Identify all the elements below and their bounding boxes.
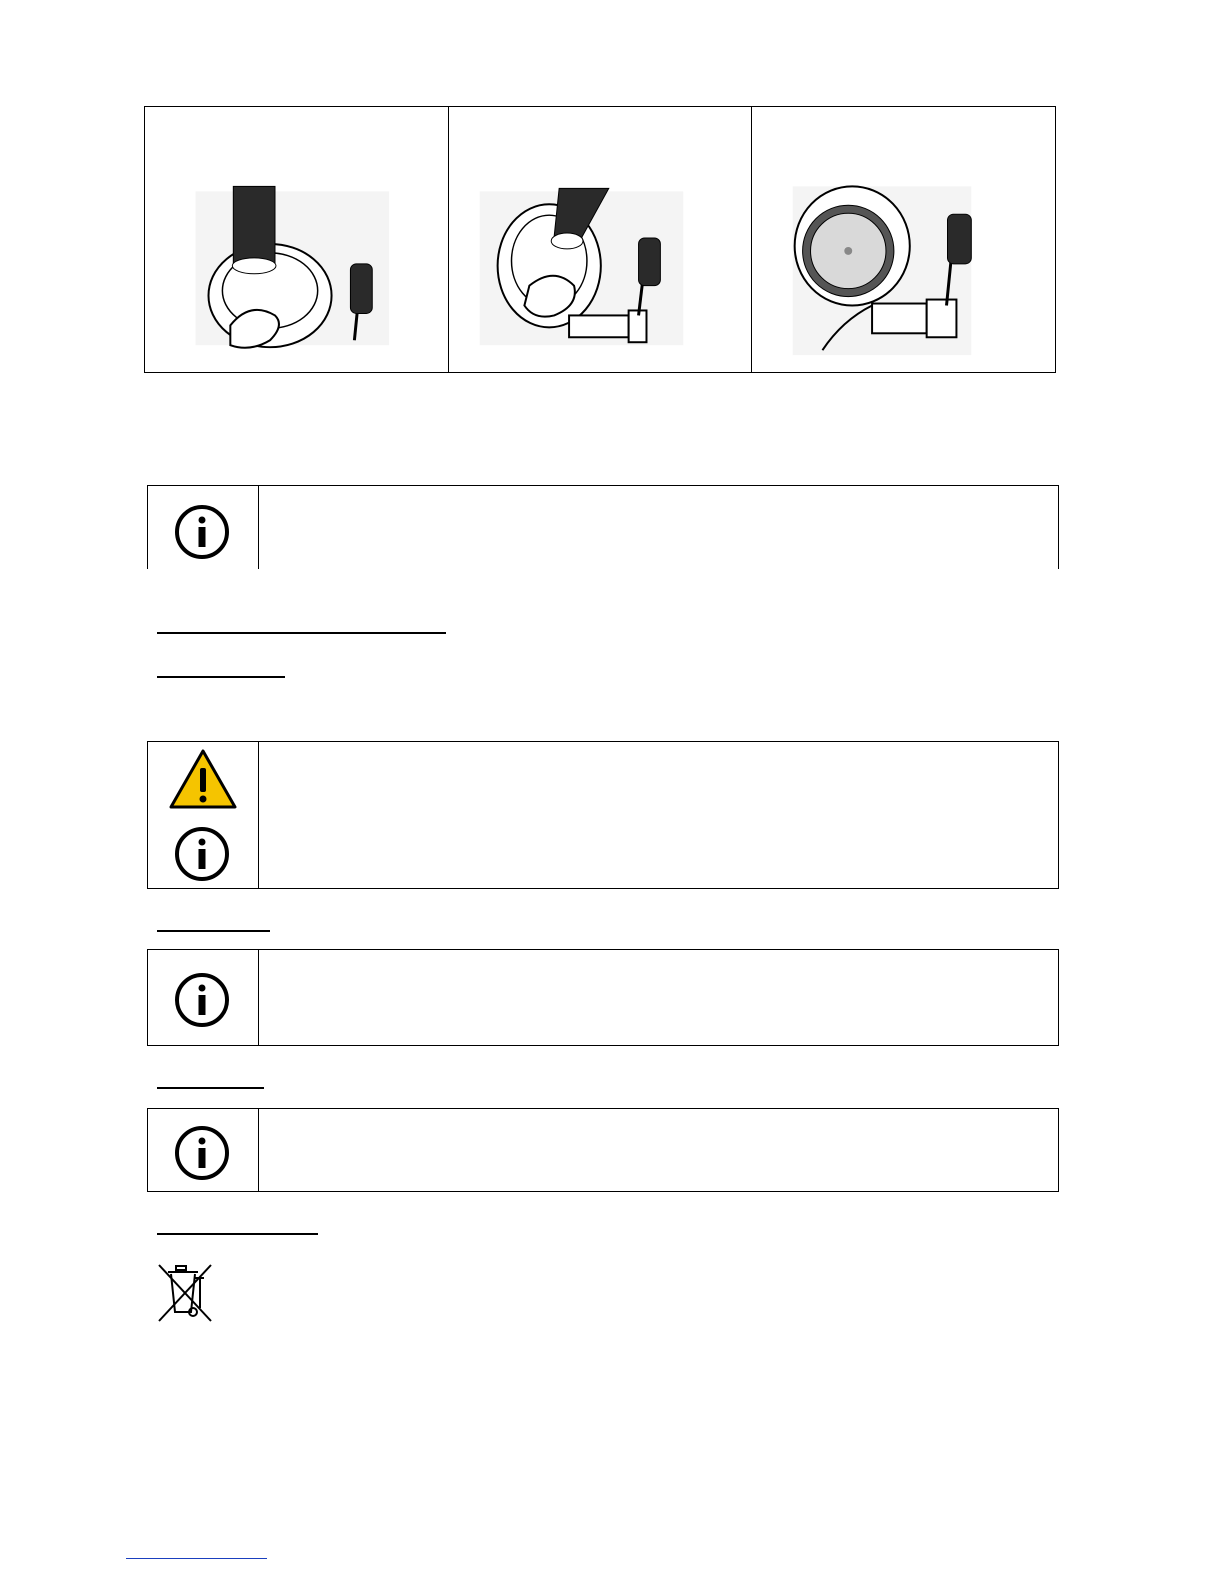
crossed-bin-icon xyxy=(156,1262,214,1324)
disposal-heading-underline xyxy=(157,1233,318,1235)
note-text-column xyxy=(259,486,1058,569)
warning-note-box xyxy=(147,741,1059,889)
info-note-box-3 xyxy=(147,1108,1059,1192)
portafilter-turn-illustration xyxy=(449,107,752,372)
portafilter-removed-illustration xyxy=(752,107,1055,372)
figure-cell-2 xyxy=(449,107,753,372)
info-circle-icon xyxy=(174,1125,230,1181)
footer-link-underline[interactable] xyxy=(126,1558,267,1559)
note-icon-column xyxy=(148,1109,259,1191)
note-text-column xyxy=(259,742,1058,888)
note-icon-column xyxy=(148,742,259,888)
note-text-column xyxy=(259,950,1058,1045)
warning-triangle-icon xyxy=(168,748,238,810)
figure-cell-3 xyxy=(752,107,1055,372)
info-circle-icon xyxy=(174,504,230,560)
info-circle-icon xyxy=(174,972,230,1028)
note-icon-column xyxy=(148,950,259,1045)
portafilter-insert-illustration xyxy=(145,107,448,372)
subsection-heading-underline-2 xyxy=(157,930,270,932)
info-note-box-2 xyxy=(147,949,1059,1046)
subsection-heading-underline-1 xyxy=(157,676,285,678)
note-icon-column xyxy=(148,486,259,569)
info-circle-icon xyxy=(174,826,230,882)
info-note-box-1 xyxy=(147,485,1059,569)
section-heading-underline xyxy=(157,632,446,634)
figure-table xyxy=(144,106,1056,373)
note-text-column xyxy=(259,1109,1058,1191)
subsection-heading-underline-3 xyxy=(157,1087,264,1089)
figure-cell-1 xyxy=(145,107,449,372)
